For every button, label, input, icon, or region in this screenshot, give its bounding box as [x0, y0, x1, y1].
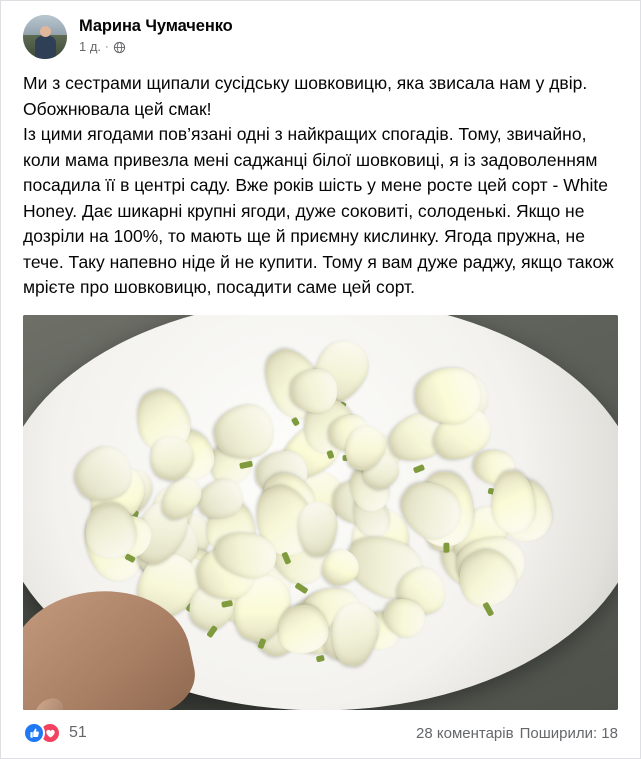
post-timestamp[interactable]: 1 д. — [79, 39, 102, 54]
post-footer — [1, 710, 640, 758]
post-meta — [79, 39, 233, 55]
post-header-text — [79, 15, 233, 55]
thumb — [32, 694, 68, 710]
comment-count[interactable]: 28 коментарів — [416, 724, 514, 742]
post-paragraph-2: Із цими ягодами пов’язані одні з найкращих спогадів. Тому, звичайно, коли мама привезла мені саджанці білої шовковиці, я із задоволенням посадила її в центрі саду. Вже років шість у мене росте цей сорт - White Honey. Дає шикарні крупні ягоди, дуже соковиті, солоденькі. Якщо не дозріли на 100%, то мають ще й приємну кислинку. Ягода пружна, не тече. Таку напевно ніде й не купити. Тому я вам дуже раджу, якщо також мрієте про шовковицю, посадити саме цей сорт. — [23, 124, 614, 297]
mulberry-berry — [290, 368, 337, 413]
author-name[interactable]: Марина Чумаченко — [79, 17, 233, 35]
reaction-icons — [23, 722, 61, 744]
avatar-person-head — [40, 26, 51, 37]
reaction-count: 51 — [69, 724, 87, 741]
post-paragraph-1: Ми з сестрами щипали сусідську шовковицю, яка звисала нам у двір. Обожнювала цей смак! — [23, 73, 588, 119]
photo-background — [23, 315, 618, 711]
mulberry-berry — [297, 501, 337, 555]
mulberry-berry — [416, 368, 481, 425]
post-photo[interactable] — [23, 315, 618, 711]
post-header — [1, 1, 640, 65]
post-text — [1, 65, 640, 301]
globe-icon[interactable] — [113, 41, 126, 54]
avatar[interactable] — [23, 15, 67, 59]
mulberry-stem — [413, 464, 425, 474]
mulberry-stem — [443, 543, 450, 553]
post-stats — [416, 725, 618, 742]
reactions-summary[interactable] — [23, 722, 87, 744]
meta-separator-dot: · — [105, 40, 109, 53]
thumbs-up-icon — [23, 722, 45, 744]
avatar-person-body — [35, 36, 56, 59]
share-count[interactable]: Поширили: 18 — [519, 724, 618, 742]
